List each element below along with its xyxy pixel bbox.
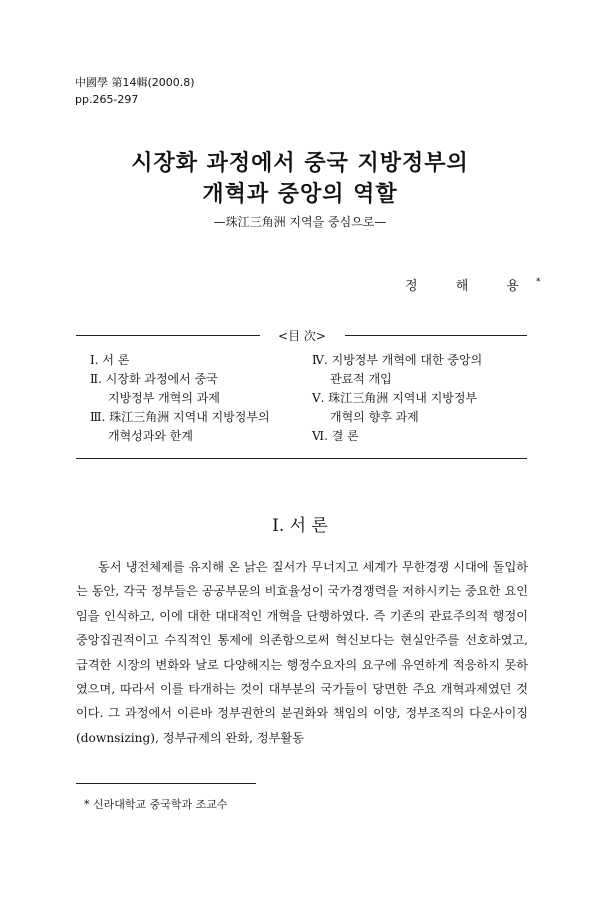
toc-item: Ⅰ. 서 론: [90, 353, 130, 367]
toc-item: 지방정부 개혁의 과제: [108, 391, 220, 405]
toc-rule-right: [345, 335, 527, 336]
toc-item: 개혁성과와 한계: [108, 429, 193, 443]
toc-item: Ⅳ. 지방정부 개혁에 대한 중앙의: [312, 353, 483, 367]
journal-info: [75, 74, 195, 108]
article-title-line2: 개혁과 중앙의 역할: [202, 181, 398, 207]
author-footnote-mark: *: [535, 277, 541, 288]
toc-item: Ⅱ. 시장화 과정에서 중국: [90, 372, 218, 386]
toc-rule-bottom: [76, 458, 527, 459]
toc-item: Ⅲ. 珠江三角洲 지역내 지방정부의: [90, 410, 270, 424]
author-name: 정 해 용: [405, 279, 536, 294]
toc-right-column: [312, 351, 482, 446]
footnote-rule: [76, 783, 256, 784]
toc-left-column: [90, 351, 270, 446]
paragraph: 동서 냉전체제를 유지해 온 낡은 질서가 무너지고 세계가 무한경쟁 시대에 돌입하는 동안, 각국 정부들은 공공부문의 비효율성이 국가경쟁력을 저하시키는 중요한 요인임을 인식하고, 이에 대한 대대적인 개혁을 단행하였다. 즉 기존의 관료주의적 행정이 중앙집권적이고 수직적인 통제에 의존함으로써 혁신보다는 현실안주를 선호하였고, 급격한 시장의 변화와 날로 다양해지는 행정수요자의 요구에 유연하게 적응하지 못하였으며, 따라서 이를 타개하는 것이 대부분의 국가들이 당면한 주요 개혁과제였던 것이다. 그 과정에서 이른바 정부권한의 분권화와 책임의 이양, 정부조직의 다운사이징(downsizing), 정부규제의 완화, 정부활동: [76, 560, 528, 745]
journal-pages: pp.265-297: [75, 93, 139, 106]
article-title-line1: 시장화 과정에서 중국 지방정부의: [131, 150, 469, 176]
body-text: [76, 555, 528, 750]
article-subtitle: —珠江三角洲 지역을 중심으로—: [213, 215, 387, 229]
journal-volume: 中國學 第14輯(2000.8): [75, 76, 195, 89]
toc-item: Ⅴ. 珠江三角洲 지역내 지방정부: [312, 391, 478, 405]
toc-rule-left: [76, 335, 260, 336]
section-heading: Ⅰ. 서 론: [272, 516, 328, 536]
toc-item: 관료적 개입: [330, 372, 392, 386]
toc-heading: <目 次>: [278, 329, 326, 343]
footnote: * 신라대학교 중국학과 조교수: [84, 798, 228, 811]
author: [405, 275, 540, 294]
toc-item: 개혁의 향후 과제: [330, 410, 419, 424]
toc-item: Ⅵ. 결 론: [312, 429, 359, 443]
